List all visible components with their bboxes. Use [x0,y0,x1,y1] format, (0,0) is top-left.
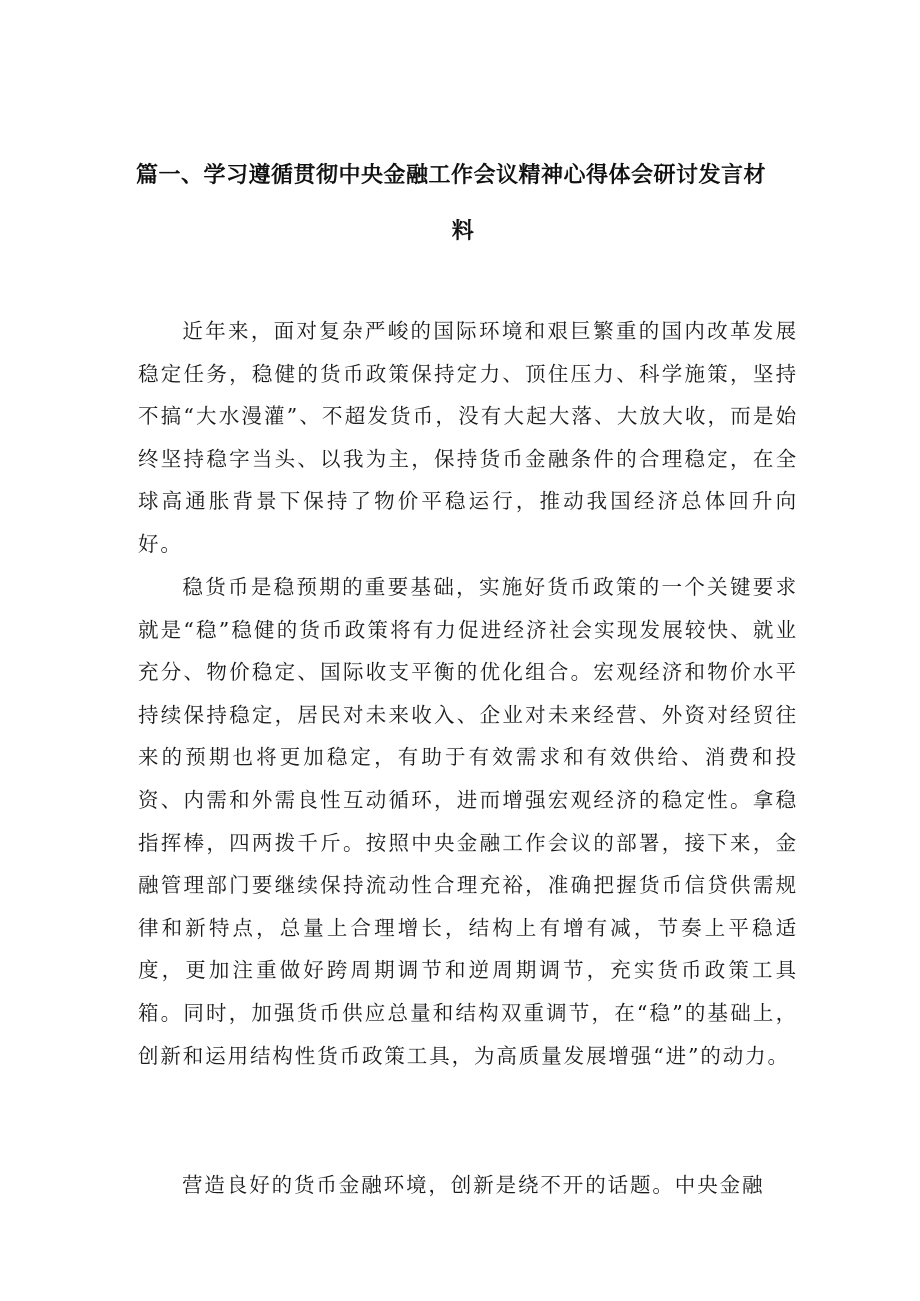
document-title-line-2-text: 料 [451,219,475,244]
document-title-line-1: 篇一、学习遵循贯彻中央金融工作会议精神心得体会研讨发言材 [136,163,767,188]
paragraph-1-text: 近年来，面对复杂严峻的国际环境和艰巨繁重的国内改革发展稳定任务，稳健的货币政策保持定力、顶住压力、科学施策，坚持不搞“大水漫灌”、不超发货币，没有大起大落、大放大收，而是始终坚持稳字当头、以我为主，保持货币金融条件的合理稳定，在全球高通胀背景下保持了物价平稳运行，推动我国经济总体回升向好。 [138,319,798,556]
paragraph-2 [138,566,798,1077]
paragraph-1 [138,310,798,566]
document-title-line-2 [0,214,920,245]
paragraph-3-text: 营造良好的货币金融环境，创新是绕不开的话题。中央金融 [182,1173,765,1197]
paragraph-2-text: 稳货币是稳预期的重要基础，实施好货币政策的一个关键要求就是“稳”稳健的货币政策将有力促进经济社会实现发展较快、就业充分、物价稳定、国际收支平衡的优化组合。宏观经济和物价水平持续保持稳定，居民对未来收入、企业对未来经营、外资对经贸往来的预期也将更加稳定，有助于有效需求和有效供给、消费和投资、内需和外需良性互动循环，进而增强宏观经济的稳定性。拿稳指挥棒，四两拨千斤。按照中央金融工作会议的部署，接下来，金融管理部门要继续保持流动性合理充裕，准确把握货币信贷供需规律和新特点，总量上合理增长，结构上有增有减，节奏上平稳适度，更加注重做好跨周期调节和逆周期调节，充实货币政策工具箱。同时，加强货币供应总量和结构双重调节，在“稳”的基础上，创新和运用结构性货币政策工具，为高质量发展增强“进”的动力。 [138,575,798,1068]
paragraph-3 [138,1164,798,1207]
